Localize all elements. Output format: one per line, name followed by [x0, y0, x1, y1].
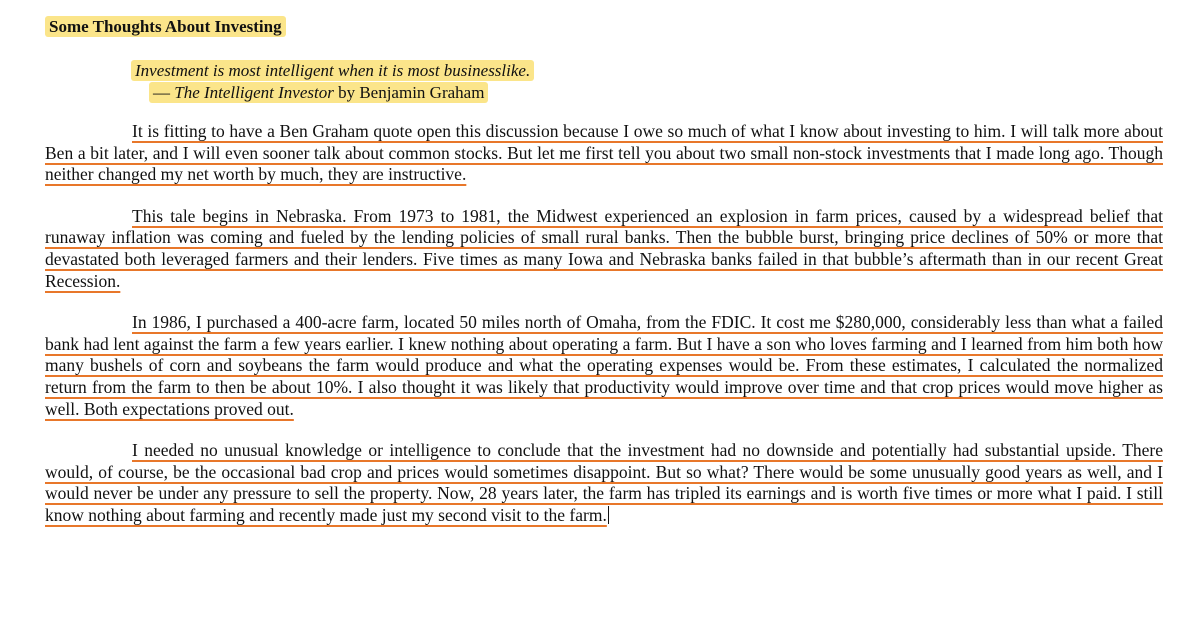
section-heading [45, 16, 286, 38]
quote-attribution-line [149, 82, 534, 104]
heading-highlight[interactable]: Some Thoughts About Investing [45, 16, 286, 37]
quote-attribution[interactable] [149, 82, 488, 103]
body-text [45, 121, 1163, 547]
paragraph-4-text: I needed no unusual knowledge or intelligence to conclude that the investment had no downside and potentially had substantial upside. There would, of course, be the occasional bad crop and prices would sometimes disappoint. But so what? There would be some unusually good years as well, and I would never be under any pressure to sell the property. Now, 28 years later, the farm has tripled its earnings and is worth five times or more what I paid. I still know nothing about farming and recently made just my second visit to the farm. [45, 440, 1163, 525]
paragraph-1[interactable]: It is fitting to have a Ben Graham quote open this discussion because I owe so much of what I know about investing to him. I will talk more about Ben a bit later, and I will even sooner talk about common stocks. But let me first tell you about two small non-stock investments that I made long ago. Though neither changed my net worth by much, they are instructive. [45, 121, 1163, 185]
paragraph-3[interactable]: In 1986, I purchased a 400-acre farm, located 50 miles north of Omaha, from the FDIC. It cost me $280,000, considerably less than what a failed bank had lent against the farm a few years earlier. I knew nothing about operating a farm. But I have a son who loves farming and I learned from him both how many bushels of corn and soybeans the farm would produce and what the operating expenses would be. From these estimates, I calculated the normalized return from the farm to then be about 10%. I also thought it was likely that productivity would improve over time and that crop prices would move higher as well. Both expectations proved out. [45, 312, 1163, 419]
quote-text[interactable]: Investment is most intelligent when it is most businesslike. [131, 60, 534, 81]
epigraph-quote [131, 60, 534, 104]
attribution-dash: — [153, 83, 175, 102]
quote-text-line [131, 60, 534, 82]
paragraph-2[interactable]: This tale begins in Nebraska. From 1973 to 1981, the Midwest experienced an explosion in farm prices, caused by a widespread belief that runaway inflation was coming and fueled by the lending policies of small rural banks. Then the bubble burst, bringing price declines of 50% or more that devastated both leveraged farmers and their lenders. Five times as many Iowa and Nebraska banks failed in that bubble’s aftermath than in our recent Great Recession. [45, 205, 1163, 291]
book-title: The Intelligent Investor [174, 83, 334, 102]
author-byline: by Benjamin Graham [333, 83, 485, 102]
paragraph-4[interactable] [45, 440, 1163, 526]
text-cursor [608, 506, 610, 524]
